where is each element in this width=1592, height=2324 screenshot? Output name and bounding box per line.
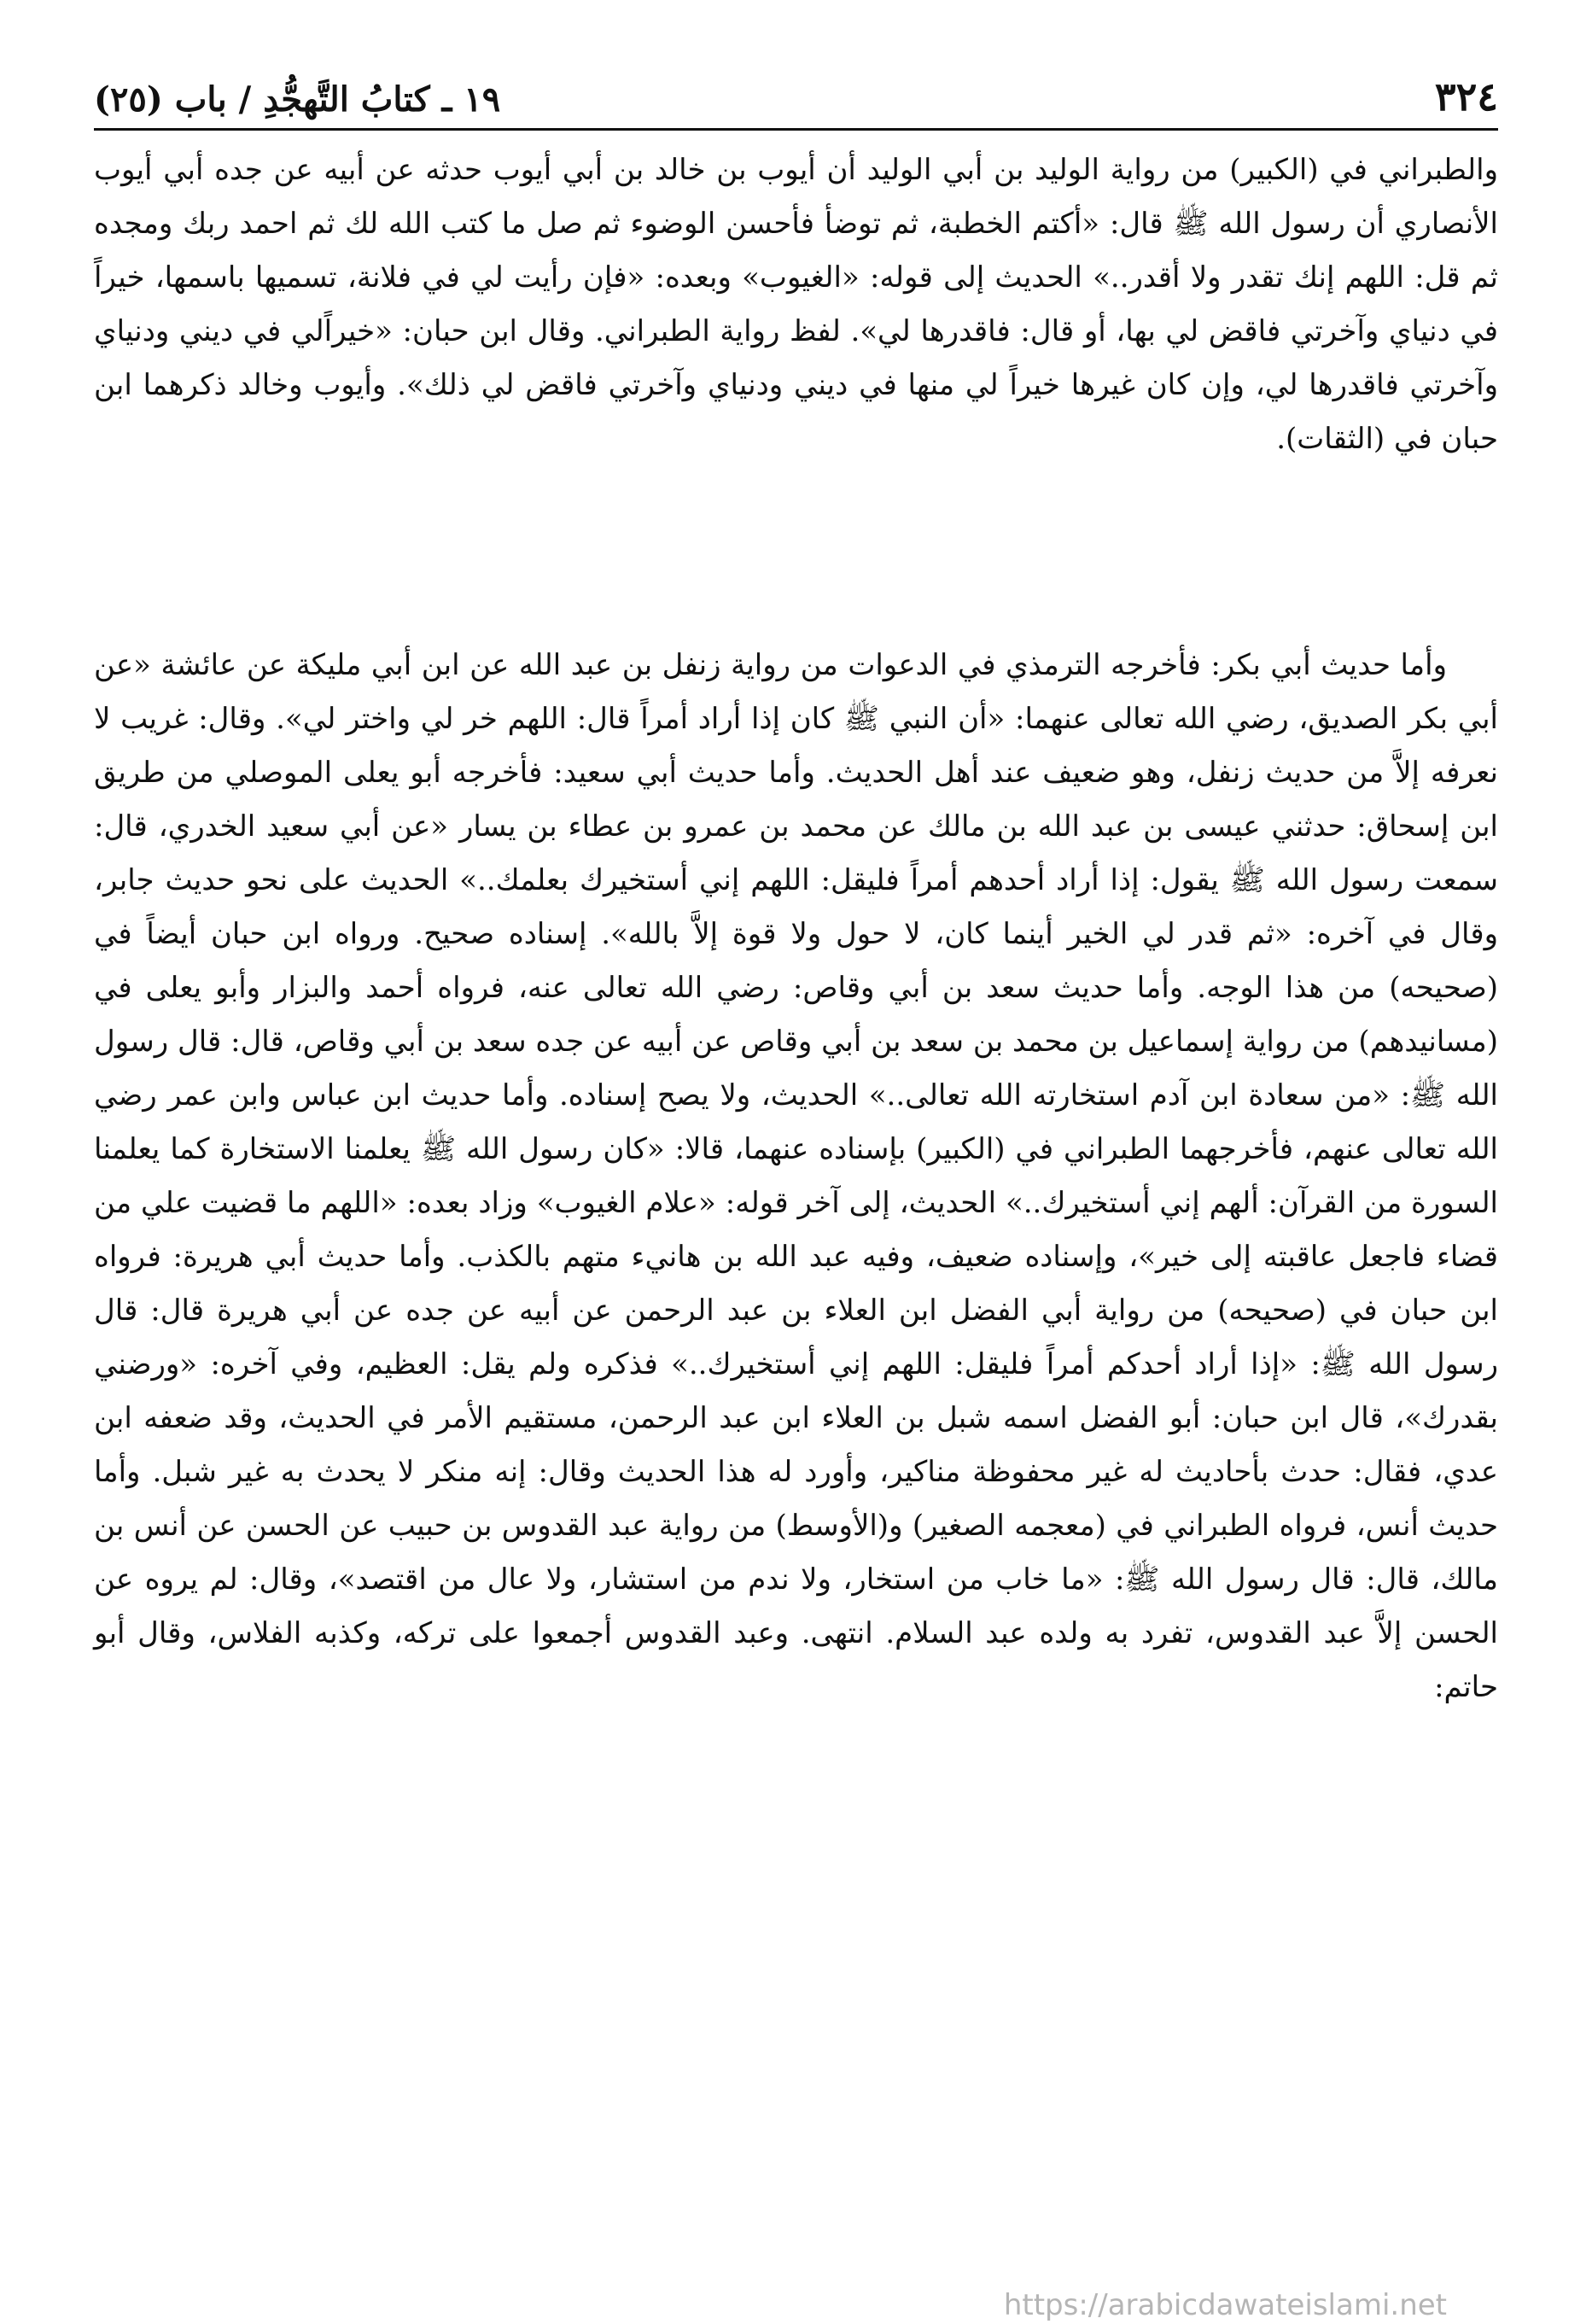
paragraph-text: وأما حديث أبي بكر: فأخرجه الترمذي في الدعوات من رواية زنفل بن عبد الله عن ابن أبي مليكة عن عائشة «عن أبي بكر الصديق، رضي الله تعالى عنهما: «أن النبي ﷺ كان إذا أراد أمراً قال: اللهم خر لي واختر لي». وقال: غريب لا نعرفه إلاَّ من حديث زنفل، وهو ضعيف عند أهل الحديث. وأما حديث أبي سعيد: فأخرجه أبو يعلى الموصلي من طريق ابن إسحاق: حدثني عيسى بن عبد الله بن مالك عن محمد بن عمرو بن عطاء بن يسار «عن أبي سعيد الخدري، قال: سمعت رسول الله ﷺ يقول: إذا أراد أحدهم أمراً فليقل: اللهم إني أستخيرك بعلمك..» الحديث على نحو حديث جابر، وقال في آخره: «ثم قدر لي الخير أينما كان، لا حول ولا قوة إلاَّ بالله». إسناده صحيح. ورواه ابن حبان أيضاً في (صحيحه) من هذا الوجه. وأما حديث سعد بن أبي وقاص: رضي الله تعالى عنه، فرواه أحمد والبزار وأبو يعلى في (مسانيدهم) من رواية إسماعيل بن محمد بن سعد بن أبي وقاص عن أبيه عن جده سعد بن أبي وقاص، قال: قال رسول الله ﷺ: «من سعادة ابن آدم استخارته الله تعالى..» الحديث، ولا يصح إسناده. وأما حديث ابن عباس وابن عمر رضي الله تعالى عنهم، فأخرجهما الطبراني في (الكبير) بإسناده عنهما، قالا: «كان رسول الله ﷺ يعلمنا الاستخارة كما يعلمنا السورة من القرآن: ألهم إني أستخيرك..» الحديث، إلى آخر قوله: «علام الغيوب» وزاد بعده: «اللهم ما قضيت علي من قضاء فاجعل عاقبته إلى خير»، وإسناده ضعيف، وفيه عبد الله بن هانيء متهم بالكذب. وأما حديث أبي هريرة: فرواه ابن حبان في (صحيحه) من رواية أبي الفضل ابن العلاء بن عبد الرحمن عن أبيه عن جده عن أبي هريرة قال: قال رسول الله ﷺ: «إذا أراد أحدكم أمراً فليقل: اللهم إني أستخيرك..» فذكره ولم يقل: العظيم، وفي آخره: «ورضني بقدرك»، قال ابن حبان: أبو الفضل اسمه شبل بن العلاء ابن عبد الرحمن، مستقيم الأمر في الحديث، وقد ضعفه ابن عدي، فقال: حدث بأحاديث له غير محفوظة مناكير، وأورد له هذا الحديث وقال: إنه منكر لا يحدث به غير شبل. وأما حديث أنس، فرواه الطبراني في (معجمه الصغير) و(الأوسط) من رواية عبد القدوس بن حبيب عن الحسن عن أنس بن مالك، قال: قال رسول الله ﷺ: «ما خاب من استخار، ولا ندم من استشار، ولا عال من اقتصد»، وقال: لم يروه عن الحسن إلاَّ عبد القدوس، تفرد به ولده عبد السلام. انتهى. وعبد القدوس أجمعوا على تركه، وكذبه الفلاس، وقال أبو حاتم: — [94, 648, 1498, 1704]
paragraph-2 — [94, 639, 1498, 1714]
running-header — [94, 60, 1498, 120]
page-number: ٣٢٤ — [1434, 73, 1498, 120]
paragraph-1 — [94, 143, 1498, 466]
running-title: ١٩ ـ كتابُ التَّهجُّدِ / باب (٢٥) — [94, 79, 501, 120]
paragraph-text: والطبراني في (الكبير) من رواية الوليد بن أبي الوليد أن أيوب بن خالد بن أبي أيوب حدثه عن أبيه عن جده أبي أيوب الأنصاري أن رسول الله ﷺ قال: «أكتم الخطبة، ثم توضأ فأحسن الوضوء ثم صل ما كتب الله لك ثم احمد ربك ومجده ثم قل: اللهم إنك تقدر ولا أقدر..» الحديث إلى قوله: «الغيوب» وبعده: «فإن رأيت لي في فلانة، تسميها باسمها، خيراً في دنياي وآخرتي فاقض لي بها، أو قال: فاقدرها لي». لفظ رواية الطبراني. وقال ابن حبان: «خيراًلي في ديني ودنياي وآخرتي فاقدرها لي، وإن كان غيرها خيراً لي منها في ديني ودنياي وآخرتي فاقض لي ذلك». وأيوب وخالد ذكرهما ابن حبان في (الثقات). — [94, 153, 1498, 456]
watermark-url: https://arabicdawateislami.net — [1003, 2288, 1447, 2322]
header-rule — [94, 128, 1498, 131]
